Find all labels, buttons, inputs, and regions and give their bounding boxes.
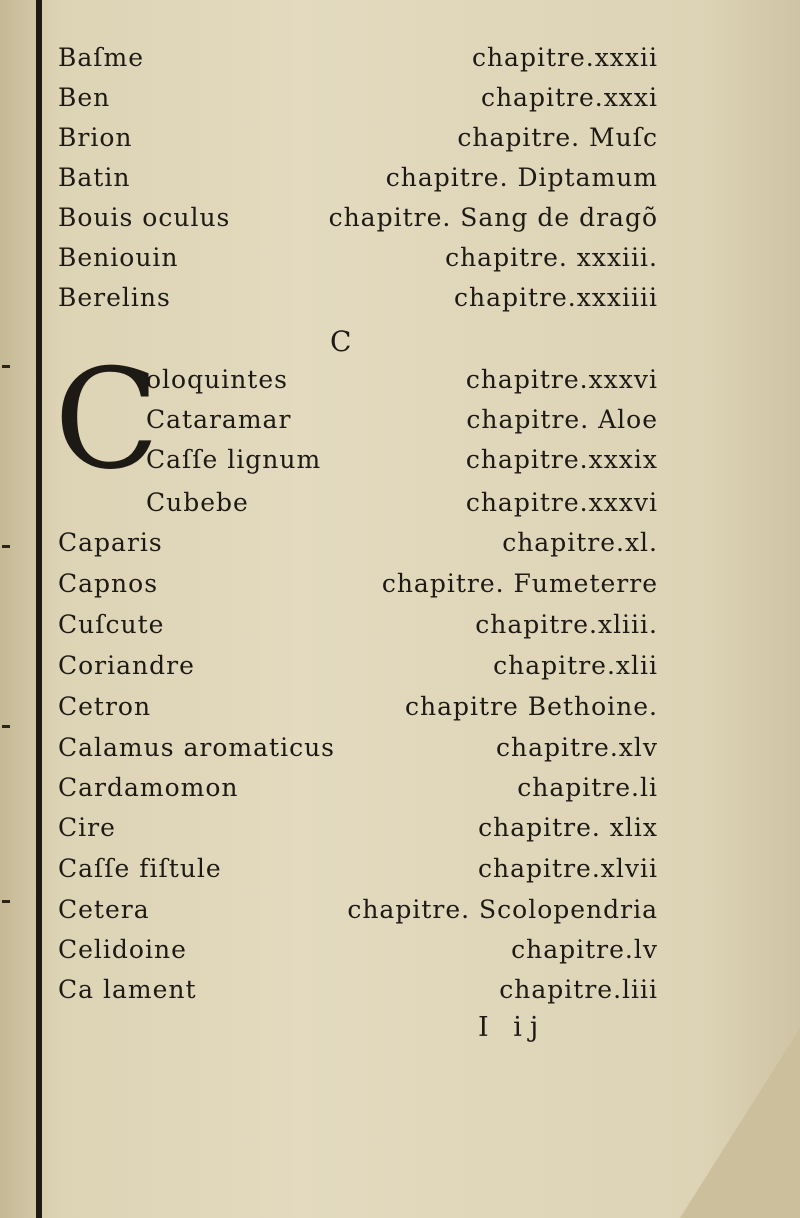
edge-mark: [2, 900, 10, 903]
entry-name: Ben: [58, 83, 111, 112]
index-entry: [58, 402, 658, 438]
entry-name: Caparis: [58, 528, 163, 557]
page-gutter: [0, 0, 36, 1218]
index-entry: [58, 607, 658, 643]
entry-chapter: chapitre. xlix: [478, 813, 658, 842]
index-entry: [58, 485, 658, 521]
index-entry: [58, 442, 658, 478]
entry-chapter: chapitre.liii: [499, 975, 658, 1004]
entry-chapter: chapitre.xxxix: [465, 445, 658, 474]
index-entry: [58, 648, 658, 684]
index-entry: [58, 160, 658, 196]
entry-name: Cetron: [58, 692, 152, 721]
entry-name: Cetera: [58, 895, 150, 924]
entry-chapter: chapitre. Sang de dragõ: [328, 203, 658, 232]
section-heading: C: [330, 325, 352, 358]
entry-name: Celidoine: [58, 935, 187, 964]
edge-mark: [2, 725, 10, 728]
index-entry: [58, 932, 658, 968]
index-entry: [58, 730, 658, 766]
entry-name: Caſſe lignum: [146, 445, 322, 474]
index-entry: [58, 689, 658, 725]
entry-name: oloquintes: [146, 365, 288, 394]
entry-name: Berelins: [58, 283, 171, 312]
index-entry: [58, 200, 658, 236]
index-entry: [58, 280, 658, 316]
entry-chapter: chapitre. Diptamum: [385, 163, 658, 192]
index-entry: [58, 810, 658, 846]
entry-name: Bouis oculus: [58, 203, 231, 232]
entry-name: Ca lament: [58, 975, 197, 1004]
edge-mark: [2, 545, 10, 548]
entry-chapter: chapitre. Muſc: [457, 123, 658, 152]
entry-chapter: chapitre.xxxvi: [465, 365, 658, 394]
entry-chapter: chapitre.xxxiiii: [453, 283, 658, 312]
entry-name: Cardamomon: [58, 773, 239, 802]
entry-chapter: chapitre.xlv: [496, 733, 658, 762]
index-entry: [58, 525, 658, 561]
entry-name: Calamus aromaticus: [58, 733, 336, 762]
index-entry: [58, 851, 658, 887]
index-entry: [58, 120, 658, 156]
entry-name: Coriandre: [58, 651, 195, 680]
entry-chapter: chapitre.li: [517, 773, 658, 802]
entry-chapter: chapitre.xlvii: [478, 854, 658, 883]
drop-cap: C: [54, 339, 160, 500]
index-entry: [58, 40, 658, 76]
entry-name: Brion: [58, 123, 133, 152]
binding-spine: [36, 0, 42, 1218]
entry-chapter: chapitre. xxxiii.: [445, 243, 658, 272]
index-entry: [58, 240, 658, 276]
entry-name: Beniouin: [58, 243, 179, 272]
entry-chapter: chapitre. Scolopendria: [347, 895, 658, 924]
edge-mark: [2, 365, 10, 368]
folio-signature: I ij: [478, 1012, 547, 1043]
entry-chapter: chapitre.xxxvi: [465, 488, 658, 517]
page-corner: [680, 1028, 800, 1218]
entry-chapter: chapitre Bethoine.: [405, 692, 658, 721]
entry-chapter: chapitre.xliii.: [475, 610, 658, 639]
entry-chapter: chapitre.xl.: [502, 528, 658, 557]
entry-name: Capnos: [58, 569, 159, 598]
entry-name: Baſme: [58, 43, 145, 72]
index-entry: [58, 566, 658, 602]
entry-name: Caſſe fiſtule: [58, 854, 222, 883]
entry-chapter: chapitre. Fumeterre: [381, 569, 658, 598]
index-entry: [58, 80, 658, 116]
index-entry: [58, 362, 658, 398]
entry-name: Cuſcute: [58, 610, 165, 639]
entry-name: Batin: [58, 163, 131, 192]
entry-chapter: chapitre.xxxi: [480, 83, 658, 112]
entry-name: Cire: [58, 813, 116, 842]
index-entry: [58, 972, 658, 1008]
index-entry: [58, 892, 658, 928]
entry-chapter: chapitre.xlii: [493, 651, 658, 680]
index-entry: [58, 770, 658, 806]
entry-chapter: chapitre.xxxii: [471, 43, 658, 72]
entry-chapter: chapitre.lv: [511, 935, 658, 964]
entry-name: Cataramar: [146, 405, 292, 434]
entry-chapter: chapitre. Aloe: [466, 405, 658, 434]
entry-name: Cubebe: [146, 488, 249, 517]
